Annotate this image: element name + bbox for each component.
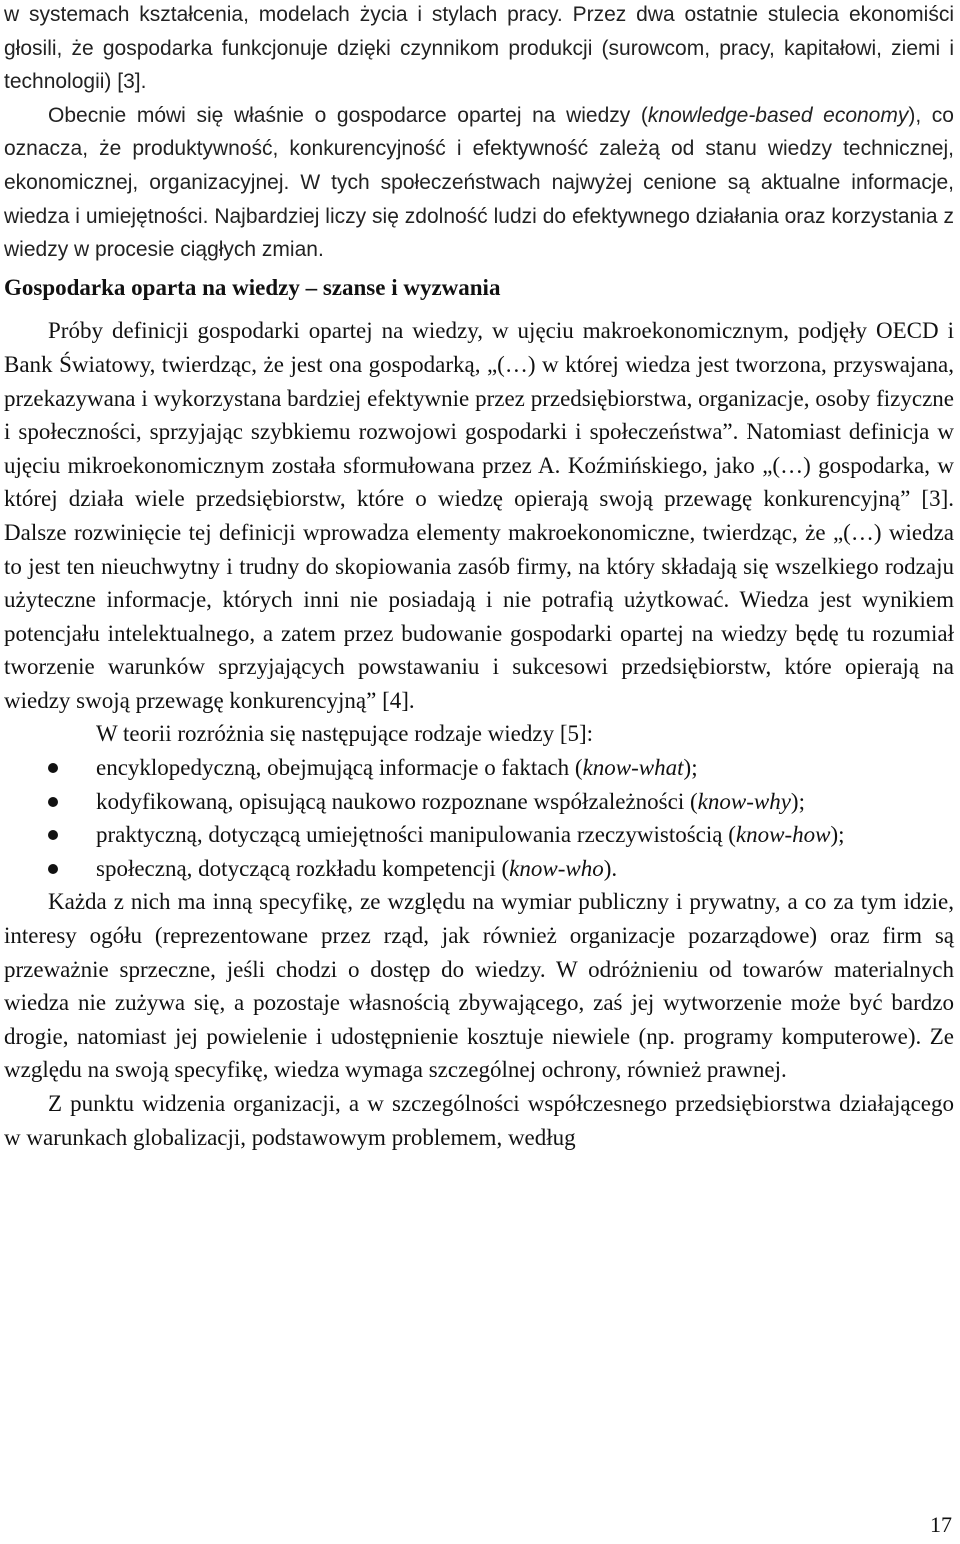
list-intro: W teorii rozróżnia się następujące rodzaje wiedzy [5]: <box>96 721 594 747</box>
list-item-text-end: ); <box>830 822 845 848</box>
paragraph-4 <box>4 885 954 1087</box>
list-item-term: know-what <box>582 755 684 781</box>
list-item-term: know-why <box>697 788 791 814</box>
page-number: 17 <box>930 1512 952 1537</box>
list-item <box>4 751 954 785</box>
paragraph-3 <box>4 314 954 717</box>
list-item-text: praktyczną, dotyczącą umiejętności manipulowania rzeczywistością ( <box>96 822 736 848</box>
paragraph-1 <box>4 0 954 99</box>
paragraph-2-term: knowledge-based economy <box>647 103 909 127</box>
list-item-term: know-how <box>735 822 831 848</box>
bullet-icon <box>48 830 58 840</box>
paragraph-5-text: Z punktu widzenia organizacji, a w szczególności współczesnego przedsiębiorstwa działającego w warunkach globalizacji, podstawowym problemem, według <box>4 1091 954 1150</box>
list-item-text-end: ); <box>790 788 805 814</box>
list-item <box>4 818 954 852</box>
paragraph-2 <box>4 99 954 267</box>
list-item-text: encyklopedyczną, obejmującą informacje o faktach ( <box>96 755 583 781</box>
list-item-text-end: ); <box>683 755 698 781</box>
list-item-text-end: ). <box>603 855 618 881</box>
section-heading: Gospodarka oparta na wiedzy – szanse i wyzwania <box>4 274 501 300</box>
paragraph-1-text: w systemach kształcenia, modelach życia i stylach pracy. Przez dwa ostatnie stulecia ekonomiści głosili, że gospodarka funkcjonuje dzięki czynnikom produkcji (surowcom, pracy, kapitałowi, ziemi i technologii) [3]. <box>4 3 954 94</box>
bullet-icon <box>48 763 58 773</box>
list-item <box>4 785 954 819</box>
knowledge-types-list <box>4 751 954 885</box>
bullet-icon <box>48 864 58 874</box>
paragraph-2-text-b: ), co oznacza, że produktywność, konkurencyjność i efektywność zależą od stanu wiedzy technicznej, ekonomicznej, organizacyjnej. W tych społeczeństwach najwyżej cenione są aktualne informacje, wiedza i umiejętności. Najbardziej liczy się zdolność ludzi do efektywnego działania oraz korzystania z wiedzy w procesie ciągłych zmian. <box>4 103 954 262</box>
list-item <box>4 852 954 886</box>
bullet-icon <box>48 797 58 807</box>
paragraph-5 <box>4 1087 954 1154</box>
paragraph-2-text-a: Obecnie mówi się właśnie o gospodarce opartej na wiedzy ( <box>48 103 648 127</box>
list-item-text: społeczną, dotyczącą rozkładu kompetencji ( <box>96 855 510 881</box>
document-page <box>4 0 954 1154</box>
paragraph-4-text: Każda z nich ma inną specyfikę, ze względu na wymiar publiczny i prywatny, a co za tym idzie, interesy ogółu (reprezentowane przez rząd, jak również organizacje pozarządowe) oraz firm są przeważnie sprzeczne, jeśli chodzi o dostęp do wiedzy. W odróżnieniu od towarów materialnych wiedza nie zużywa się, a pozostaje własnością zbywającego, zaś jej wytworzenie może być bardzo drogie, natomiast jej powielenie i udostępnienie kosztuje niewiele (np. programy komputerowe). Ze względu na swoją specyfikę, wiedza wymaga szczególnej ochrony, również prawnej. <box>4 889 954 1083</box>
list-item-text: kodyfikowaną, opisującą naukowo rozpoznane współzależności ( <box>96 788 698 814</box>
paragraph-3-text: Próby definicji gospodarki opartej na wiedzy, w ujęciu makroekonomicznym, podjęły OECD i Bank Światowy, twierdząc, że jest ona gospodarką, „(…) w której wiedza jest tworzona, przyswajana, przekazywana i wykorzystana bardziej efektywnie przez przedsiębiorstwa, organizacje, osoby fizyczne i społeczności, sprzyjając szybkiemu rozwojowi gospodarki i społeczeństwa”. Natomiast definicja w ujęciu mikroekonomicznym została sformułowana przez A. Koźmińskiego, jako „(…) gospodarka, w której działa wiele przedsiębiorstw, które o wiedzę opierają swoją przewagę konkurencyjną” [3]. Dalsze rozwinięcie tej definicji wprowadza elementy makroekonomiczne, twierdząc, że „(…) wiedza to jest ten nieuchwytny i trudny do skopiowania zasób firmy, na który składają się wszelkiego rodzaju użyteczne informacje, których inni nie posiadają i nie potrafią użytkować. Wiedza jest wynikiem potencjału intelektualnego, a zatem przez budowanie gospodarki opartej na wiedzy będę tu rozumiał tworzenie warunków sprzyjających powstawaniu i sukcesowi przedsiębiorstw, które opierają na wiedzy swoją przewagę konkurencyjną” [4]. <box>4 318 954 713</box>
list-item-term: know-who <box>509 855 604 881</box>
